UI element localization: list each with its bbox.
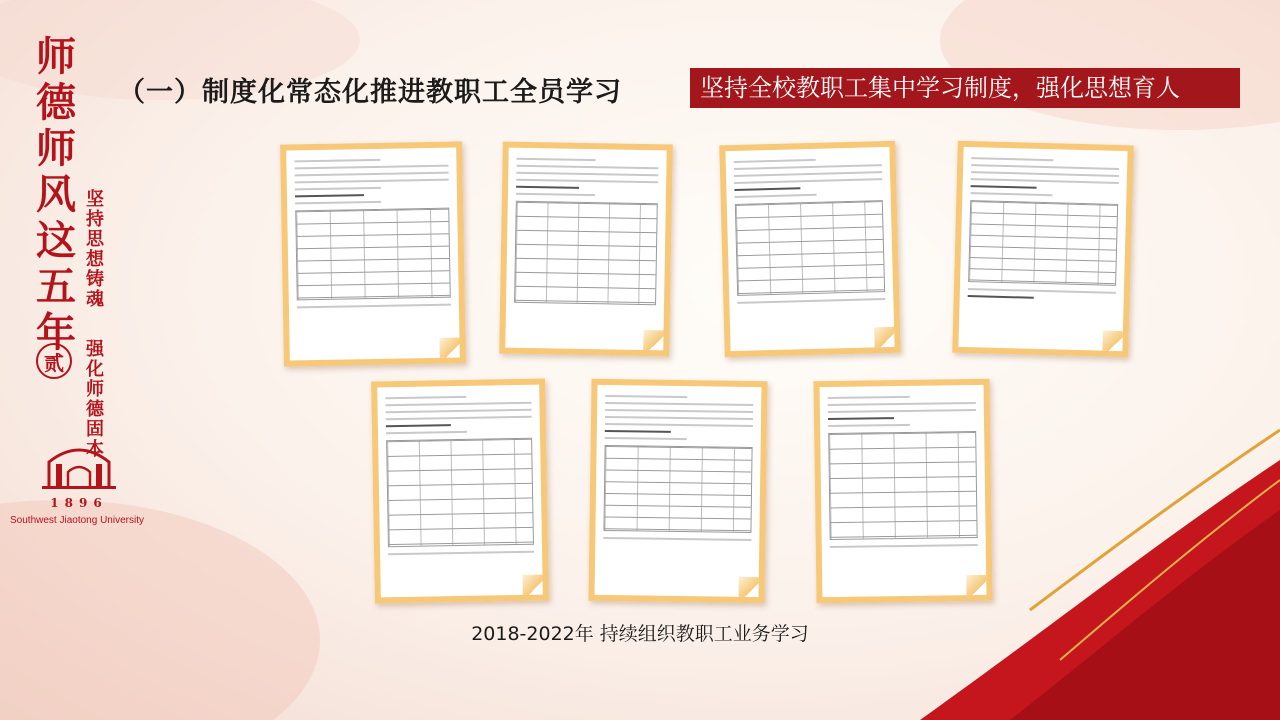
branding-slogan-top: 坚持思想铸魂 — [86, 189, 104, 310]
brand-char: 德 — [36, 79, 76, 126]
study-doc-5[interactable] — [371, 378, 549, 603]
branding-vertical-title — [30, 34, 82, 356]
study-doc-3[interactable] — [719, 141, 900, 358]
photo-caption: 2018-2022年 持续组织教职工业务学习 — [471, 623, 809, 645]
study-doc-7[interactable] — [813, 379, 992, 603]
founded-year: 1896 — [50, 496, 108, 510]
page-title: （一）制度化常态化推进教职工全员学习 — [118, 77, 622, 108]
study-doc-1[interactable] — [280, 141, 466, 366]
subtitle-banner: 坚持全校教职工集中学习制度，强化思想育人 — [690, 68, 1240, 108]
seal-badge: 贰 — [36, 343, 72, 379]
university-gate-logo-icon — [34, 440, 124, 490]
brand-char: 师 — [36, 125, 76, 172]
brand-char: 师 — [36, 33, 76, 80]
study-doc-6[interactable] — [588, 379, 767, 603]
brand-char: 这 — [36, 217, 76, 264]
brand-char: 风 — [36, 171, 76, 218]
study-doc-4[interactable] — [952, 141, 1133, 358]
brand-char: 年 — [36, 309, 76, 356]
branding-slogan-bottom: 强化师德固本 — [86, 339, 104, 460]
brand-char: 五 — [36, 263, 76, 310]
university-name: Southwest Jiaotong University — [10, 515, 144, 526]
study-doc-2[interactable] — [499, 142, 673, 357]
